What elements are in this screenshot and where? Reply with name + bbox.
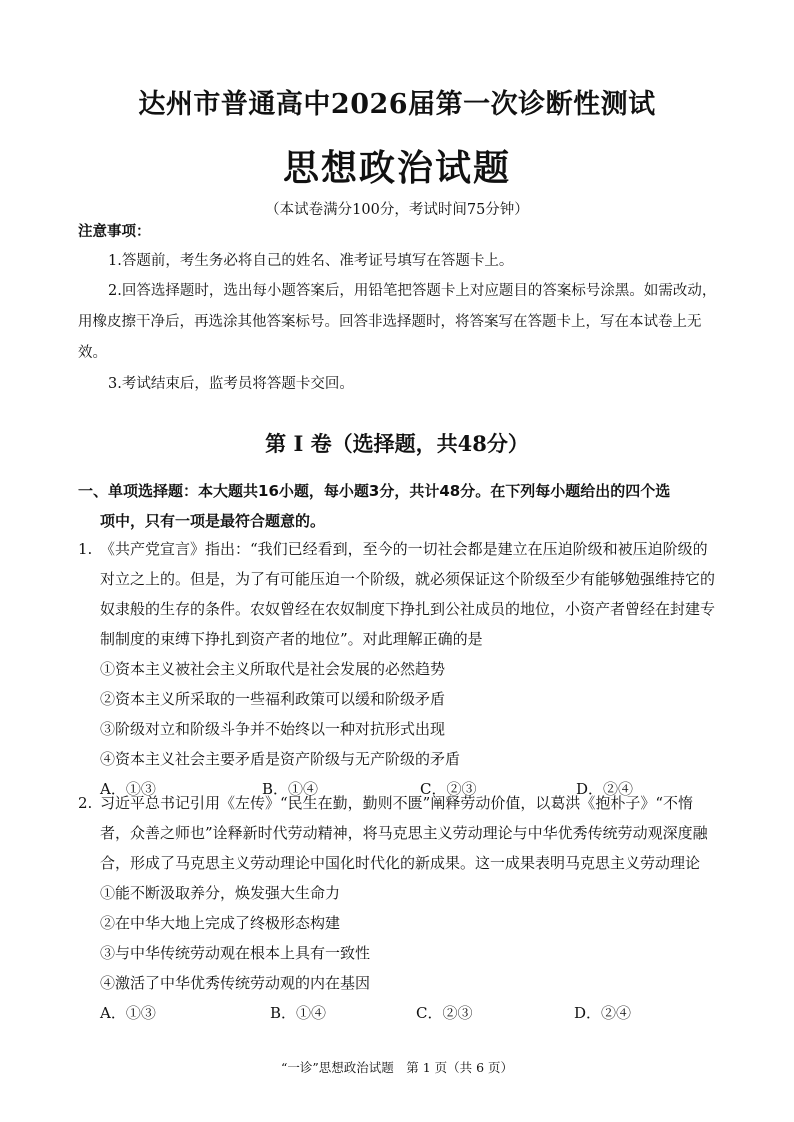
statement-2: ②在中华大地上完成了终极形态构建 (100, 914, 341, 932)
notice-item-1: 1.答题前，考生务必将自己的姓名、准考证号填写在答题卡上。 (108, 253, 514, 269)
choice-d: D．②④ (576, 780, 634, 798)
page-footer: “一诊”思想政治试题 第 1 页（共 6 页） (280, 1060, 514, 1075)
statement-4: ④资本主义社会主要矛盾是资产阶级与无产阶级的矛盾 (100, 750, 461, 768)
question-number: 1. (78, 540, 93, 558)
statement-4: ④激活了中华优秀传统劳动观的内在基因 (100, 974, 371, 992)
statement-1: ①资本主义被社会主义所取代是社会发展的必然趋势 (100, 660, 446, 678)
question-2 (78, 788, 718, 1028)
choice-b: B．①④ (270, 1004, 327, 1022)
choice-a: A．①③ (100, 1004, 156, 1022)
choice-c: C．②③ (420, 780, 477, 798)
statement-3: ③与中华传统劳动观在根本上具有一致性 (100, 944, 371, 962)
statement-3: ③阶级对立和阶级斗争并不始终以一种对抗形式出现 (100, 720, 446, 738)
question-number: 2. (78, 794, 93, 812)
answer-choices (100, 998, 718, 1028)
choice-a: A．①③ (100, 780, 156, 798)
instruction-line-1: 一、单项选择题：本大题共16小题，每小题3分，共计48分。在下列每小题给出的四个选 (78, 482, 671, 500)
question-stem: 习近平总书记引用《左传》“民生在勤，勤则不匮”阐释劳动价值，以葛洪《抱朴子》“不惰者，众善之师也”诠释新时代劳动精神，将马克思主义劳动理论与中华优秀传统劳动观深度融合，形成了马克思主义劳动理论中国化时代化的新成果。这一成果表明马克思主义劳动理论 (100, 794, 708, 872)
notice-heading: 注意事项： (78, 223, 151, 240)
exam-title: 达州市普通高中2026届第一次诊断性测试 (138, 89, 656, 120)
notice-item-2: 2.回答选择题时，选出每小题答案后，用铅笔把答题卡上对应题目的答案标号涂黑。如需改动，用橡皮擦干净后，再选涂其他答案标号。回答非选择题时，将答案写在答题卡上，写在本试卷上无效。 (78, 283, 717, 361)
notice-item-3: 3.考试结束后，监考员将答题卡交回。 (108, 376, 354, 392)
instruction-line-2: 项中，只有一项是最符合题意的。 (100, 512, 326, 530)
question-1 (78, 534, 718, 804)
statement-2: ②资本主义所采取的一些福利政策可以缓和阶级矛盾 (100, 690, 446, 708)
exam-info: （本试卷满分100分，考试时间75分钟） (265, 202, 529, 218)
choice-c: C．②③ (416, 1004, 473, 1022)
question-stem: 《共产党宣言》指出：“我们已经看到，至今的一切社会都是建立在压迫阶级和被压迫阶级的对立之上的。但是，为了有可能压迫一个阶级，就必须保证这个阶级至少有能够勉强维持它的奴隶般的生存的条件。农奴曾经在农奴制度下挣扎到公社成员的地位，小资产者曾经在封建专制制度的束缚下挣扎到资产者的地位”。对此理解正确的是 (100, 540, 716, 648)
subject-title: 思想政治试题 (282, 147, 511, 189)
statement-1: ①能不断汲取养分，焕发强大生命力 (100, 884, 341, 902)
choice-d: D．②④ (574, 1004, 632, 1022)
section-heading: 第 I 卷（选择题，共48分） (265, 431, 529, 456)
section-instruction (78, 476, 718, 536)
choice-b: B．①④ (262, 780, 319, 798)
